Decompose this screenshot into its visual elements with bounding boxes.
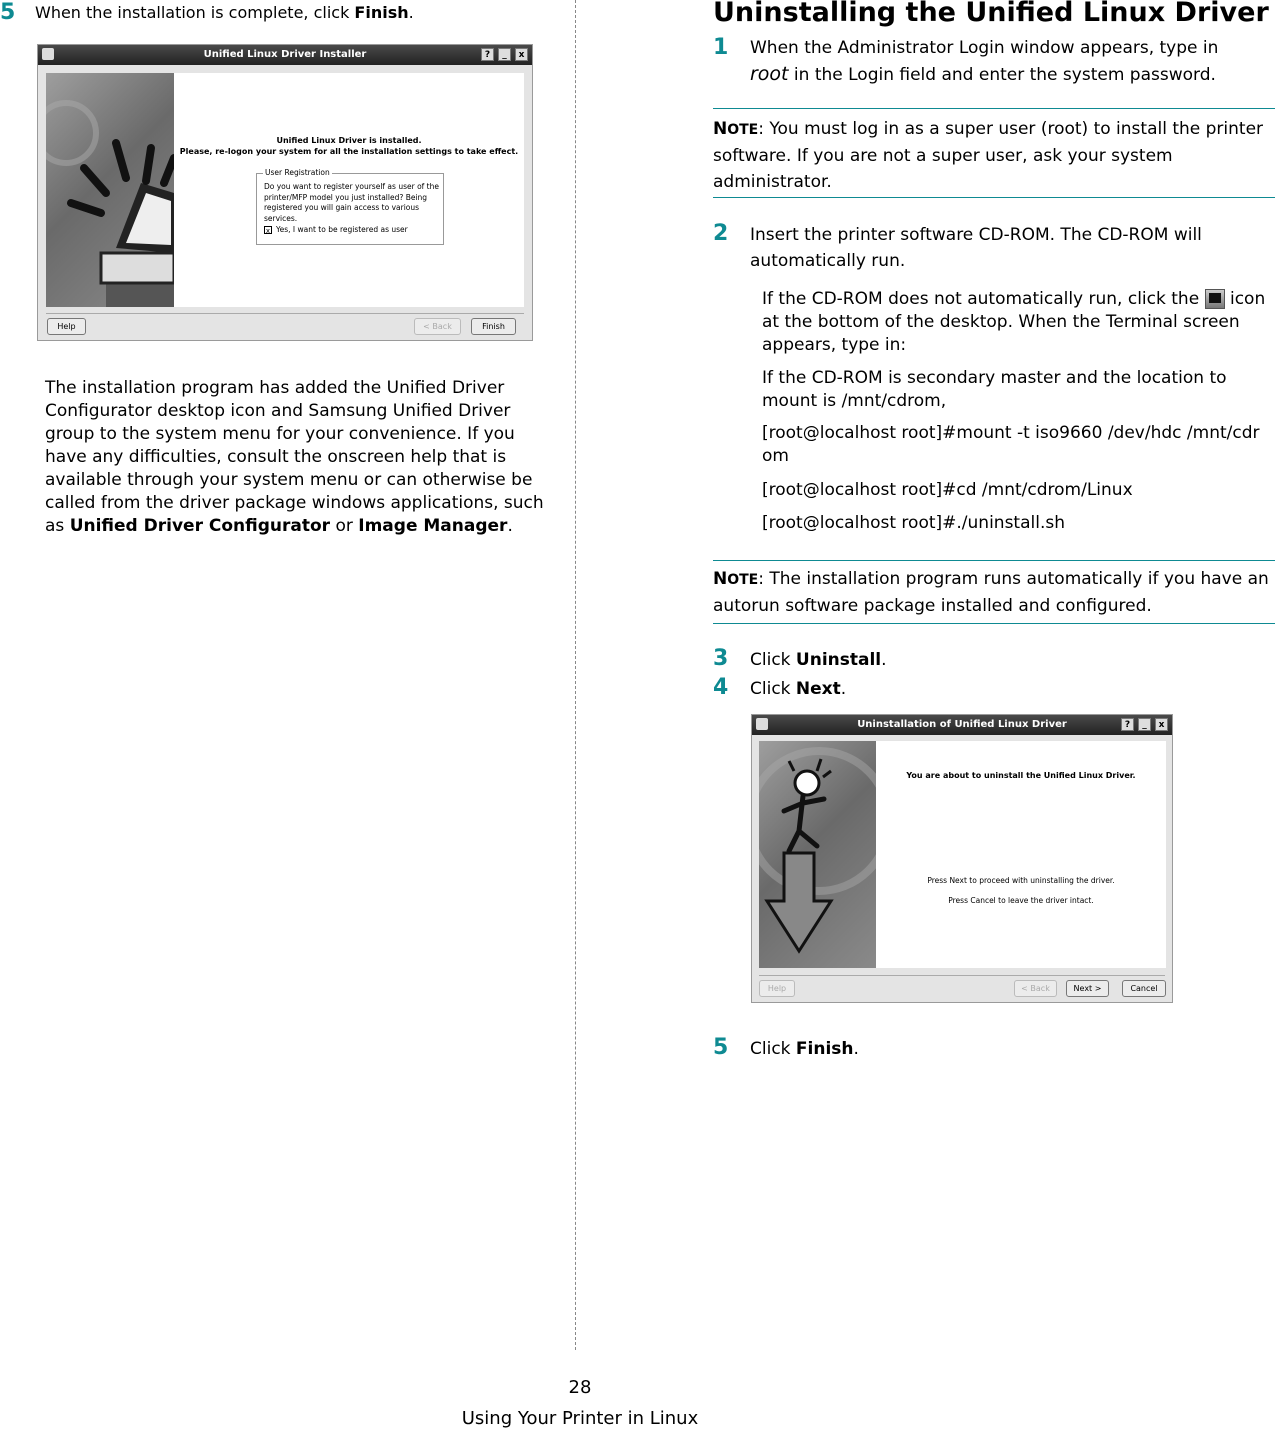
help-window-button[interactable]: ? (481, 48, 494, 61)
installer-dialog-screenshot (37, 44, 533, 341)
app-icon (756, 718, 768, 730)
note-bottom-rule (713, 197, 1275, 198)
dialog-separator (759, 975, 1165, 976)
step-text (750, 1038, 859, 1061)
image-manager-name: Image Manager (358, 516, 508, 536)
command-cd: [root@localhost root]#cd /mnt/cdrom/Linux (762, 480, 1133, 500)
uninstall-dialog-screenshot (751, 714, 1173, 1003)
group-description: Do you want to register yourself as user of the printer/MFP model you just installed? Being registered you will gain access to various services. (264, 182, 439, 223)
note-label-initial: N (713, 119, 728, 139)
section-heading: Uninstalling the Unified Linux Driver (713, 0, 1269, 28)
page-number: 28 (568, 1377, 592, 1398)
paragraph-or: or (330, 516, 359, 536)
finish-label: Finish (795, 1039, 854, 1059)
step-text-part: When the installation is complete, click (35, 3, 355, 22)
minimize-button[interactable]: _ (498, 48, 511, 61)
step-number: 5 (713, 1035, 729, 1060)
installed-line: Unified Linux Driver is installed. (276, 136, 422, 145)
step-text-end: . (408, 3, 414, 22)
command-uninstall: [root@localhost root]#./uninstall.sh (762, 513, 1065, 533)
note-label (713, 119, 758, 139)
back-button[interactable]: < Back (414, 318, 461, 335)
finish-button[interactable]: Finish (471, 318, 516, 335)
next-button[interactable]: Next > (1066, 980, 1109, 997)
step-text-end: . (881, 650, 887, 670)
step-text-end: in the Login field and enter the system password. (788, 65, 1216, 85)
step-text-end: . (853, 1039, 859, 1059)
note-label-initial: N (713, 569, 728, 589)
note-text: : The installation program runs automatically if you have an autorun software package installed and configured. (713, 569, 1269, 616)
next-instruction: Press Next to proceed with uninstalling the driver. (927, 876, 1115, 885)
step-text-bold: Finish (354, 3, 409, 22)
register-checkbox[interactable]: x (265, 227, 271, 235)
printer-illustration-icon (46, 73, 174, 307)
paragraph-text: The installation program has added the Unified Driver Configurator desktop icon and Samsung Unified Driver group to the system menu for your convenience. If you have any difficulties, consult the onscreen help that is available through your system menu or can otherwise be called from the driver package windows applications, such as (45, 378, 544, 536)
relogon-line: Please, re-logon your system for all the installation settings to take effect. (179, 147, 519, 156)
column-divider (575, 0, 576, 1350)
step-text-part: Click (750, 650, 796, 670)
next-label: Next (795, 679, 841, 699)
step-text-part: When the Administrator Login window appears, type in (750, 38, 1219, 58)
help-button[interactable]: Help (47, 318, 86, 335)
note (713, 116, 1273, 195)
note-top-rule (713, 108, 1275, 109)
back-button[interactable]: < Back (1014, 980, 1057, 997)
step-number: 5 (0, 0, 16, 25)
step-number: 1 (713, 35, 729, 60)
uninstaller-artwork (759, 741, 876, 968)
cdrom-text-start: If the CD-ROM does not automatically run, click the (762, 289, 1200, 309)
close-button[interactable]: x (515, 48, 528, 61)
terminal-icon (1205, 289, 1225, 309)
help-button[interactable]: Help (759, 980, 795, 997)
dialog-title: Unified Linux Driver Installer (203, 49, 367, 60)
step-text-end: . (840, 679, 847, 699)
running-figure-arrow-icon (759, 741, 876, 968)
cancel-button[interactable]: Cancel (1122, 980, 1166, 997)
installed-message (174, 135, 524, 157)
root-username: root (750, 63, 789, 85)
cdrom-paragraph (762, 288, 1267, 357)
uninstall-message: You are about to uninstall the Unified Linux Driver. (906, 771, 1136, 780)
step-text: Insert the printer software CD-ROM. The CD-ROM will automatically run. (750, 225, 1202, 271)
step-text-part: Click (750, 1039, 796, 1059)
step-number: 3 (713, 646, 729, 671)
note-label-rest: OTE (727, 572, 759, 588)
note-text: : You must log in as a super user (root) to install the printer software. If you are not a super user, ask your system administrator. (713, 119, 1264, 192)
note-bottom-rule (713, 623, 1275, 624)
installer-artwork (46, 73, 174, 307)
dialog-separator (46, 313, 524, 314)
user-registration-group (256, 168, 444, 245)
step-number: 4 (713, 675, 729, 700)
dialog-content (876, 741, 1166, 968)
installation-paragraph (45, 377, 560, 538)
dialog-title: Uninstallation of Unified Linux Driver (857, 719, 1067, 730)
configurator-name: Unified Driver Configurator (69, 516, 331, 536)
help-window-button[interactable]: ? (1121, 718, 1134, 731)
mount-paragraph: If the CD-ROM is secondary master and the location to mount is /mnt/cdrom, (762, 368, 1227, 411)
cancel-instruction: Press Cancel to leave the driver intact. (948, 896, 1094, 905)
dialog-titlebar (38, 45, 532, 65)
app-icon (42, 48, 54, 60)
note-label-rest: OTE (727, 122, 759, 138)
note-label (713, 569, 758, 589)
minimize-button[interactable]: _ (1138, 718, 1151, 731)
step-text (750, 649, 887, 672)
group-legend: User Registration (265, 168, 330, 177)
register-checkbox-label: Yes, I want to be registered as user (276, 225, 408, 234)
note (713, 566, 1273, 619)
note-top-rule (713, 560, 1275, 561)
uninstall-label: Uninstall (795, 650, 882, 670)
step-text (35, 3, 414, 22)
step-text (750, 678, 846, 701)
step-text (750, 35, 1260, 88)
paragraph-end: . (507, 516, 513, 536)
cdrom-text-end: icon at the bottom of the desktop. When the Terminal screen appears, type in: (762, 289, 1266, 355)
dialog-titlebar (752, 715, 1172, 735)
step-text-part: Click (750, 679, 796, 699)
footer-section-title: Using Your Printer in Linux (461, 1408, 699, 1429)
dialog-content (174, 73, 524, 307)
step-number: 2 (713, 221, 729, 246)
close-button[interactable]: x (1155, 718, 1168, 731)
command-mount: [root@localhost root]#mount -t iso9660 /dev/hdc /mnt/cdrom (762, 423, 1260, 466)
